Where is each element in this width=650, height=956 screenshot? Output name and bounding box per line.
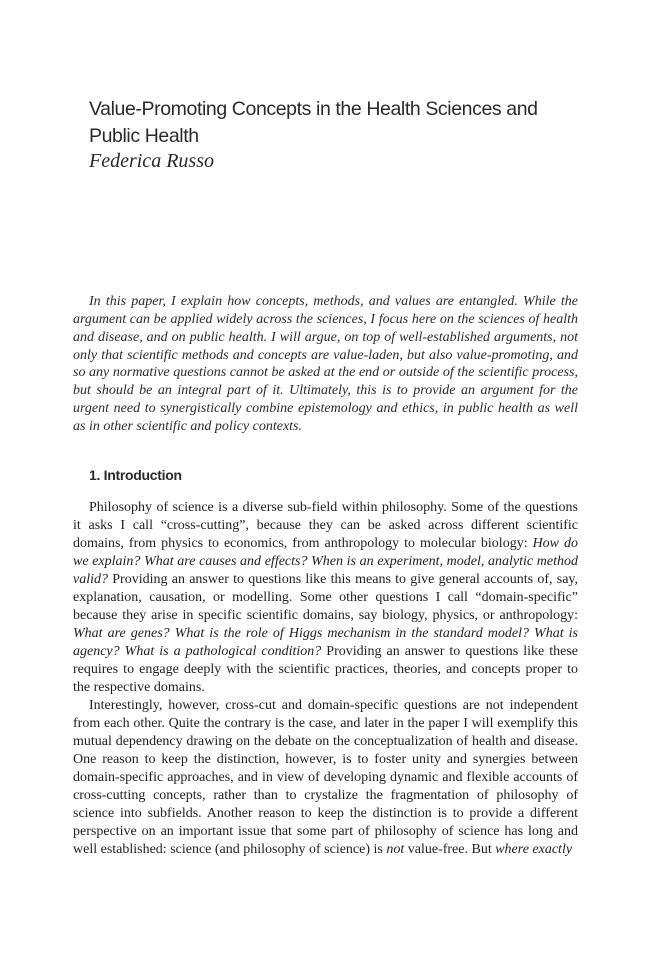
p1-text-3: Providing an answer to questions like these requires to engage deeply with the scientific practices, theories, and concepts proper to the respective domains. bbox=[73, 644, 578, 695]
p1-text-1: Philosophy of science is a diverse sub-field within philosophy. Some of the questions it asks I call “cross-cutting”, because they can be asked across different scientific domains, from physics to economics, from anthropology to molecular biology: bbox=[73, 500, 578, 551]
p2-text-2: value-free. But bbox=[404, 842, 496, 857]
author-name: Federica Russo bbox=[89, 150, 214, 172]
paragraph-2 bbox=[73, 697, 578, 859]
paragraph-1 bbox=[73, 499, 578, 697]
section-heading: 1. Introduction bbox=[89, 467, 182, 483]
p1-italic-2: What are genes? What is the role of Higgs mechanism in the standard model? What is agency? What is a pathological condition? bbox=[73, 626, 578, 659]
p2-italic-2: where exactly bbox=[495, 842, 573, 857]
body-text bbox=[73, 499, 578, 859]
p2-text-1: Interestingly, however, cross-cut and domain-specific questions are not independent from each other. Quite the contrary is the case, and later in the paper I will exemplify this mutual dependency drawing on the debate on the conceptualization of health and disease. One reason to keep the distinction, however, is to foster unity and synergies between domain-specific approaches, and in view of developing dynamic and flexible accounts of cross-cutting concepts, rather than to crystalize the fragmentation of philosophy of science into subfields. Another reason to keep the distinction is to provide a different perspective on an important issue that some part of philosophy of science has long and well established: science (and philosophy of science) is bbox=[73, 698, 578, 857]
paper-title: Value-Promoting Concepts in the Health Sciences and Public Health bbox=[89, 98, 538, 147]
p1-italic-1: How do we explain? What are causes and effects? When is an experiment, model, analytic method valid? bbox=[73, 536, 578, 587]
p1-text-2: Providing an answer to questions like this means to give general accounts of, say, explanation, causation, or modelling. Some other questions I call “domain-specific” because they arise in specific scientific domains, say biology, physics, or anthropology: bbox=[73, 572, 578, 623]
p2-italic-1: not bbox=[386, 842, 405, 857]
abstract: In this paper, I explain how concepts, methods, and values are entangled. While the argument can be applied widely across the sciences, I focus here on the sciences of health and disease, and on public health. I will argue, on top of well-established arguments, not only that scientific methods and concepts are value-laden, but also value-promoting, and so any normative questions cannot be asked at the end or outside of the scientific process, but should be an integral part of it. Ultimately, this is to provide an argument for the urgent need to synergistically combine epistemology and ethics, in public health as well as in other scientific and policy contexts. bbox=[73, 294, 578, 434]
